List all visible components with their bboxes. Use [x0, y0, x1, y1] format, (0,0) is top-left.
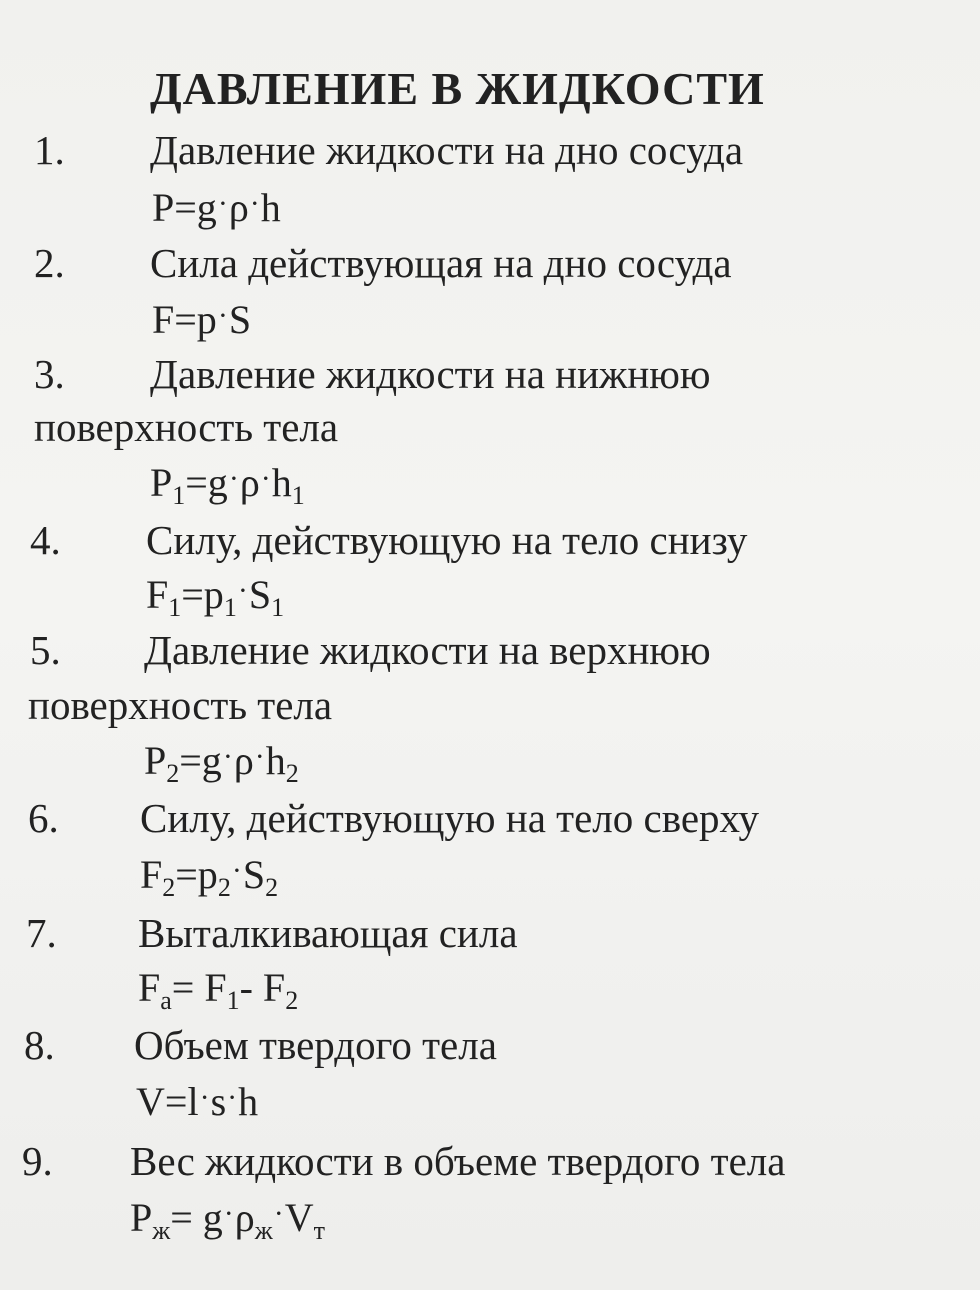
item-text: Вес жидкости в объеме твердого тела: [130, 1138, 786, 1184]
item-text: Давление жидкости на нижнюю: [150, 351, 711, 397]
item-number: 9.: [22, 1138, 53, 1184]
formula-multiply-dot: ·: [217, 187, 228, 220]
item-text: Выталкивающая сила: [138, 910, 518, 956]
formula-subscript: ж: [152, 1216, 171, 1245]
formula: [152, 185, 281, 230]
formula-subscript: 1: [168, 593, 182, 622]
formula-subscript: 2: [217, 873, 231, 902]
formula-subscript: 2: [166, 759, 180, 788]
formula-subscript: 2: [162, 873, 176, 902]
formula-multiply-dot: ·: [228, 462, 239, 495]
formula: [152, 297, 252, 342]
formula-text: s: [210, 1079, 227, 1124]
item-number: 7.: [26, 910, 57, 956]
item-number: 5.: [30, 627, 61, 673]
formula-subscript: 1: [223, 593, 237, 622]
formula-subscript: т: [313, 1216, 325, 1245]
formula-text: S: [228, 297, 252, 342]
formula-multiply-dot: ·: [237, 574, 248, 607]
formula-subscript: 1: [172, 481, 186, 510]
formula-text: =g: [179, 738, 222, 783]
formula-multiply-dot: ·: [227, 1081, 238, 1114]
formula-text: =g: [185, 460, 228, 505]
formula-text: P: [144, 738, 167, 783]
formula-subscript: 2: [285, 986, 299, 1015]
formula-text: P=g: [152, 185, 217, 230]
item-number: 6.: [28, 795, 59, 841]
formula-subscript: a: [160, 986, 172, 1015]
formula-text: ρ: [234, 1195, 255, 1240]
item-text: Объем твердого тела: [134, 1022, 497, 1068]
item-number: 3.: [34, 351, 65, 397]
formula: [140, 852, 279, 902]
formula: [138, 965, 299, 1015]
item-text: Сила действующая на дно сосуда: [150, 240, 732, 286]
item-number: 2.: [34, 240, 65, 286]
formula-text: h: [238, 1079, 259, 1124]
formula-subscript: 1: [226, 986, 240, 1015]
formula-multiply-dot: ·: [273, 1197, 284, 1230]
formula-text: F: [146, 572, 169, 617]
formula-multiply-dot: ·: [222, 740, 233, 773]
item-text: Давление жидкости на верхнюю: [144, 627, 711, 673]
formula-multiply-dot: ·: [260, 462, 271, 495]
formula-text: = g: [170, 1195, 223, 1240]
formula-multiply-dot: ·: [231, 854, 242, 887]
formula-text: F=p: [152, 297, 217, 342]
item-number: 4.: [30, 517, 61, 563]
page-title: ДАВЛЕНИЕ В ЖИДКОСТИ: [150, 63, 765, 114]
formula-text: ρ: [228, 185, 249, 230]
formula-text: h: [271, 460, 292, 505]
formula-multiply-dot: ·: [249, 187, 260, 220]
formula: [136, 1079, 259, 1124]
formula-text: S: [248, 572, 272, 617]
item-number: 8.: [24, 1022, 55, 1068]
item-text-continuation: поверхность тела: [28, 682, 333, 728]
formula-multiply-dot: ·: [199, 1081, 210, 1114]
formula-text: F: [138, 965, 161, 1010]
formula-text: h: [260, 185, 281, 230]
formula-text: V: [284, 1195, 314, 1240]
formula: [144, 738, 299, 788]
item-text: Силу, действующую на тело снизу: [146, 517, 748, 563]
formula-text: = F: [171, 965, 227, 1010]
formula-multiply-dot: ·: [217, 299, 228, 332]
formula-text: S: [242, 852, 266, 897]
formula-text: ρ: [239, 460, 260, 505]
formula: [146, 572, 285, 622]
item-text: Давление жидкости на дно сосуда: [150, 127, 744, 173]
item-text: Силу, действующую на тело сверху: [140, 795, 759, 841]
formula-multiply-dot: ·: [223, 1197, 234, 1230]
formula: [150, 460, 305, 510]
formula-text: ρ: [233, 738, 254, 783]
formula-text: F: [140, 852, 163, 897]
formula-subscript: ж: [254, 1216, 273, 1245]
formula-multiply-dot: ·: [254, 740, 265, 773]
formula-text: V=l: [136, 1079, 199, 1124]
formula-text: =p: [181, 572, 224, 617]
formula-text: P: [150, 460, 173, 505]
item-number: 1.: [34, 127, 65, 173]
formula-text: P: [130, 1195, 153, 1240]
formula-subscript: 1: [291, 481, 305, 510]
formula-text: h: [265, 738, 286, 783]
formula-subscript: 2: [285, 759, 299, 788]
formula-text: =p: [175, 852, 218, 897]
formula-subscript: 1: [271, 593, 285, 622]
formula-text: - F: [239, 965, 286, 1010]
formula: [130, 1195, 325, 1245]
formula-subscript: 2: [265, 873, 279, 902]
item-text-continuation: поверхность тела: [34, 404, 339, 450]
